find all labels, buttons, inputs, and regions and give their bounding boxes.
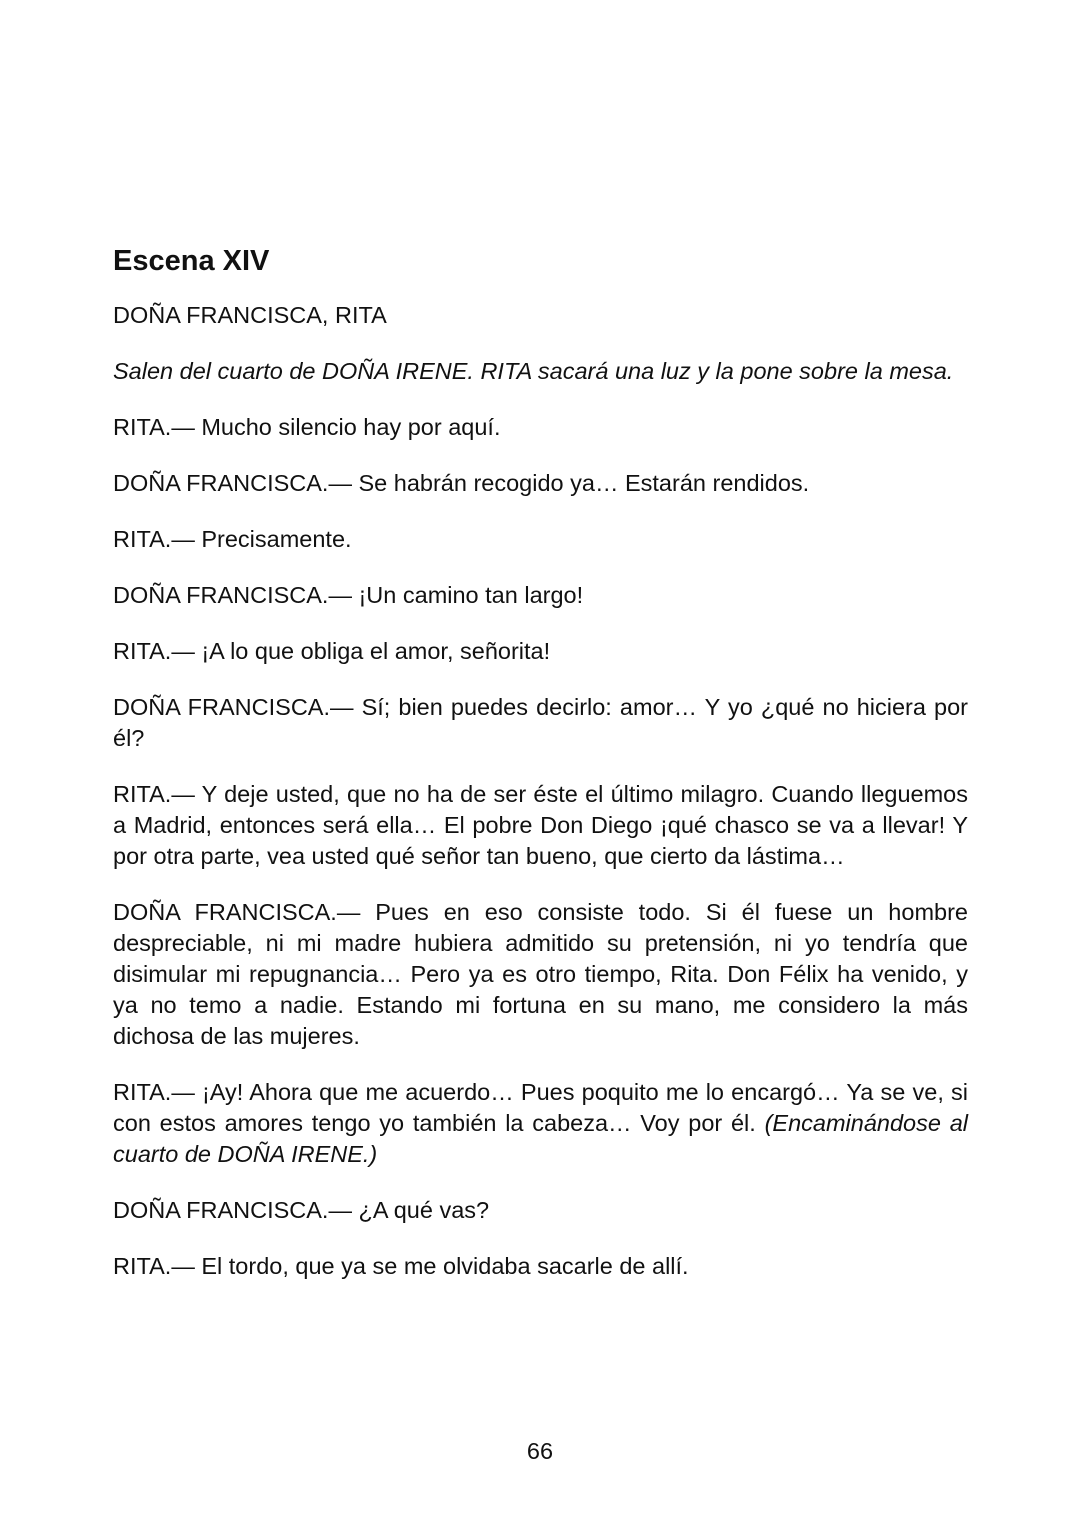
dialogue-line: DOÑA FRANCISCA.— ¡Un camino tan largo!	[113, 582, 584, 608]
dialogue-line: DOÑA FRANCISCA.— ¿A qué vas?	[113, 1197, 490, 1223]
dialogue-line: RITA.— ¡A lo que obliga el amor, señorita!	[113, 638, 551, 664]
dialogue-line: RITA.— El tordo, que ya se me olvidaba sacarle de allí.	[113, 1253, 689, 1279]
dialogue-line: DOÑA FRANCISCA.— Sí; bien puedes decirlo: amor… Y yo ¿qué no hiciera por él?	[113, 694, 968, 751]
dialogue-line: RITA.— Precisamente.	[113, 526, 352, 552]
page-body	[113, 243, 968, 1307]
dialogue-text: RITA.— ¡Ay! Ahora que me acuerdo… Pues poquito me lo encargó… Ya se ve, si con estos amores tengo yo también la cabeza… Voy por él.	[113, 1079, 968, 1136]
dialogue-line-with-aside	[113, 1077, 968, 1170]
stage-aside: (Encaminándose al cuarto de DOÑA IRENE.)	[113, 1110, 968, 1167]
dialogue-line: RITA.— Mucho silencio hay por aquí.	[113, 414, 501, 440]
scene-characters: DOÑA FRANCISCA, RITA	[113, 302, 387, 328]
page-number: 66	[526, 1438, 554, 1464]
dialogue-line: RITA.— Y deje usted, que no ha de ser éste el último milagro. Cuando lleguemos a Madrid, entonces será ella… El pobre Don Diego ¡qué chasco se va a llevar! Y por otra parte, vea usted qué señor tan bueno, que cierto da lástima…	[113, 781, 968, 869]
dialogue-line: DOÑA FRANCISCA.— Se habrán recogido ya… Estarán rendidos.	[113, 470, 810, 496]
stage-direction: Salen del cuarto de DOÑA IRENE. RITA sacará una luz y la pone sobre la mesa.	[113, 358, 954, 384]
scene-title: Escena XIV	[113, 245, 270, 277]
dialogue-line: DOÑA FRANCISCA.— Pues en eso consiste todo. Si él fuese un hombre despreciable, ni mi madre hubiera admitido su pretensión, ni yo tendría que disimular mi repugnancia… Pero ya es otro tiempo, Rita. Don Félix ha venido, y ya no temo a nadie. Estando mi fortuna en su mano, me considero la más dichosa de las mujeres.	[113, 899, 968, 1049]
